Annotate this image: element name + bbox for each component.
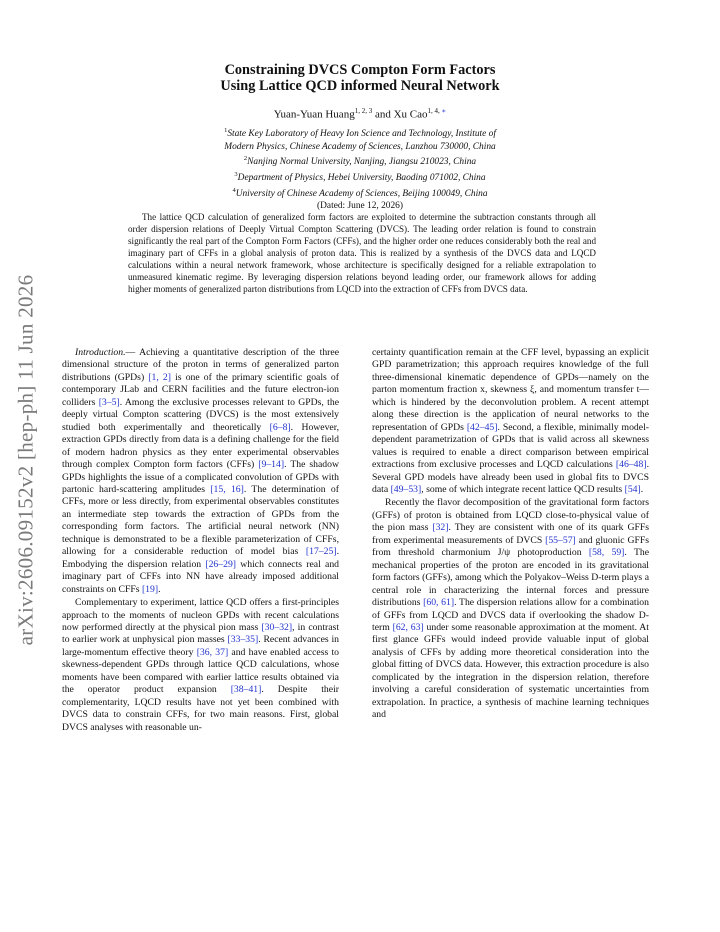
body-text: . Embodying the dispersion relation bbox=[62, 546, 339, 570]
citation-link[interactable]: [30–32] bbox=[261, 621, 293, 633]
title-line-2: Using Lattice QCD informed Neural Network bbox=[220, 78, 500, 94]
citation-link[interactable]: [55–57] bbox=[545, 534, 576, 546]
citation-link[interactable]: [42–45] bbox=[466, 421, 498, 433]
right-column bbox=[372, 347, 649, 722]
affiliation-4 bbox=[0, 185, 720, 201]
section-lead: Introduction. bbox=[75, 347, 126, 358]
body-text: Complementary to experiment, lattice QCD offers a first-principles approach to the moments of nucleon GPDs with recent calculations now performed directly at the physical pion mass bbox=[62, 597, 339, 633]
body-text: which connects real and imaginary part of CFFs into NN have already imposed additional constraints on CFFs bbox=[62, 558, 340, 595]
citation-link[interactable]: [33–35] bbox=[227, 634, 259, 646]
body-text: . Several GPD models have already been used in global fits to DVCS data bbox=[372, 459, 649, 495]
paragraph bbox=[62, 347, 339, 596]
body-text: . Despite their complementarity, LQCD results have not yet been combined with DVCS data to constrain CFFs, for two main reasons. First, global DVCS analyses with reasonable un- bbox=[62, 684, 339, 733]
body-text: under some reasonable approximation at the moment. At first glance GFFs would indeed provide valuable input of global analysis of CFFs by adding more theoretical consideration into the global fitting of DVCS data. However, this extraction procedure is also complicated by the integration in the dispersion relation, therefore involving a careful consideration of systematic uncertainties from extrapolation. In practice, a synthesis of machine learning techniques and bbox=[372, 621, 649, 721]
affiliation-text: State Key Laboratory of Heavy Ion Science and Technology, Institute of bbox=[227, 129, 496, 140]
body-text: and gluonic GFFs from threshold charmonium J/ψ photoproduction bbox=[372, 534, 649, 559]
title-line-1: Constraining DVCS Compton Form Factors bbox=[224, 62, 496, 78]
affiliation-number: 3 bbox=[234, 171, 238, 179]
body-text: . bbox=[640, 483, 644, 495]
body-text: — Achieving a quantitative description of the three dimensional structure of the proton in terms of generalized parton distributions (GPDs) bbox=[62, 347, 339, 383]
citation-link[interactable]: [36, 37] bbox=[196, 646, 229, 658]
citation-link[interactable]: [19] bbox=[141, 583, 159, 595]
citation-link[interactable]: [58, 59] bbox=[588, 547, 625, 559]
body-text: . However, extraction GPDs directly from data is a defining challenge for the field of modern hadron physics as they enter experimental observables through complex Compton form factors (CFFs) bbox=[62, 421, 339, 471]
body-text: . Second, a flexible, minimally model-dependent parametrization of GPDs that is valid across all skewness values is required to enable a direct comparison between empirical extractions from exclusive processes and LQCD calculations bbox=[372, 421, 649, 471]
author-name: Yuan-Yuan Huang bbox=[273, 108, 355, 121]
arxiv-sidebar bbox=[6, 260, 46, 660]
citation-link[interactable]: [38–41] bbox=[230, 684, 262, 696]
affiliation-text: Department of Physics, Hebei University, Baoding 071002, China bbox=[237, 173, 486, 184]
author-list bbox=[0, 107, 720, 121]
author-name: Xu Cao bbox=[393, 108, 428, 121]
affiliation-text: Nanjing Normal University, Nanjing, Jiangsu 210023, China bbox=[247, 157, 477, 168]
body-text: . The mechanical properties of the proton are encoded in its gravitational form factors (GFFs), among which the Polyakov–Weiss D-term plays a central role in characterizing the internal forces and pressure distributions bbox=[372, 547, 650, 609]
corresponding-author-link[interactable]: ∗ bbox=[441, 107, 447, 115]
body-text: certainty quantification remain at the CFF level, bypassing an explicit GPD parametrization; this approach requires knowledge of the full three-dimensional kinematic dependence of GPDs—namely on the parton momentum fraction x, skewness ξ, and momentum transfer t—which is hindered by the deconvolution problem. A recent attempt along these direction is the application of neural networks to the representation of GPDs bbox=[372, 347, 649, 433]
citation-link[interactable]: [26–29] bbox=[205, 558, 237, 570]
citation-link[interactable]: [3–5] bbox=[98, 396, 120, 408]
citation-link[interactable]: [46–48] bbox=[615, 459, 647, 471]
citation-link[interactable]: [9–14] bbox=[258, 459, 285, 471]
affiliation-number: 2 bbox=[243, 155, 248, 163]
abstract: The lattice QCD calculation of generalized form factors are exploited to determine the subtraction constants through all order dispersion relations of Deeply Virtual Compton Scattering (DVCS). The leading order relation is found to constrain significantly the real part of the Compton Form Factors (CFFs), and the higher order one reduces considerably both the real and imaginary part of CFFs in a global analysis of proton data. This is realized by a synthesis of the DVCS data and LQCD calculations within a neural network framework, whose architecture is specifically designed for a reliable extrapolation to unmeasured kinematic regime. By leveraging dispersion relations beyond leading order, our framework allows for adding higher moments of generalized parton distributions from LQCD into the extraction of CFFs from DVCS data. bbox=[128, 212, 596, 295]
citation-link[interactable]: [49–53] bbox=[390, 483, 422, 495]
paragraph bbox=[372, 347, 649, 496]
author-conjunction: and bbox=[372, 108, 394, 121]
affiliation-number: 1 bbox=[224, 127, 228, 134]
arxiv-identifier: arXiv:2606.09152v2 [hep-ph] 11 Jun 2026 bbox=[13, 274, 38, 646]
citation-link[interactable]: [54] bbox=[624, 483, 641, 495]
affiliation-3 bbox=[0, 169, 720, 185]
citation-link[interactable]: [15, 16] bbox=[210, 483, 244, 495]
body-text: Recently the flavor decomposition of the gravitational form factors (GFFs) of proton is obtained from LQCD close-to-physical value of the pion mass bbox=[372, 497, 649, 534]
citation-link[interactable]: [32] bbox=[432, 522, 449, 534]
affiliation-text: University of Chinese Academy of Sciences, Beijing 100049, China bbox=[235, 188, 488, 199]
body-text: is one of the primary scientific goals of contemporary JLab and CERN facilities and the future electron-ion colliders bbox=[62, 371, 340, 408]
affiliation-1 bbox=[0, 125, 720, 141]
citation-link[interactable]: [60, 61] bbox=[423, 597, 455, 609]
dated-line: (Dated: June 12, 2026) bbox=[317, 201, 403, 212]
body-text: and have enabled access to skewness-dependent GPDs through lattice QCD calculations, whose moments have been compared with earlier lattice results obtained via the operator product expansion bbox=[62, 646, 339, 696]
citation-link[interactable]: [17–25] bbox=[305, 546, 337, 558]
body-text: . The shadow GPDs highlights the issue of a complicated convolution of GPDs with partonic hard-scattering amplitudes bbox=[62, 459, 339, 495]
body-text: . The dispersion relations allow for a combination of GFFs from LQCD and DVCS data if overlooking the shadow D-term bbox=[372, 597, 649, 633]
affiliations bbox=[0, 125, 720, 213]
body-text: . They are consistent with one of its quark GFFs from experimental measurements of DVCS bbox=[372, 522, 649, 546]
paper-title bbox=[0, 62, 720, 94]
body-text: . Among the exclusive processes relevant to GPDs, the deeply virtual Compton scattering (DVCS) is the most extensively studied both experimentally and theoretically bbox=[62, 396, 339, 433]
affiliation-1-cont: Modern Physics, Chinese Academy of Sciences, Lanzhou 730000, China bbox=[224, 141, 496, 152]
author-affiliation-marks: 1, 4, bbox=[427, 107, 442, 115]
affiliation-number: 4 bbox=[232, 186, 236, 194]
body-text: . bbox=[158, 583, 161, 595]
citation-link[interactable]: [6–8] bbox=[269, 421, 291, 433]
left-column bbox=[62, 347, 339, 734]
author-affiliation-marks: 1, 2, 3 bbox=[354, 107, 373, 115]
paragraph bbox=[62, 597, 339, 734]
paragraph bbox=[372, 497, 649, 721]
body-text: , some of which integrate recent lattice QCD results bbox=[421, 483, 625, 495]
body-text: . Recent advances in large-momentum effective theory bbox=[62, 634, 340, 658]
body-text: . The determination of CFFs, more or less directly, from experimental observables constitutes an intermediate step towards the extraction of GPDs from the corresponding form factors. The artificial neural network (NN) technique is demonstrated to be a flexible parameterization of CFFs, allowing for a considerable reduction of model bias bbox=[62, 483, 339, 558]
body-text: , in contrast to earlier work at unphysical pion masses bbox=[62, 621, 340, 646]
citation-link[interactable]: [1, 2] bbox=[148, 371, 171, 383]
affiliation-2 bbox=[0, 153, 720, 169]
citation-link[interactable]: [62, 63] bbox=[392, 621, 424, 633]
